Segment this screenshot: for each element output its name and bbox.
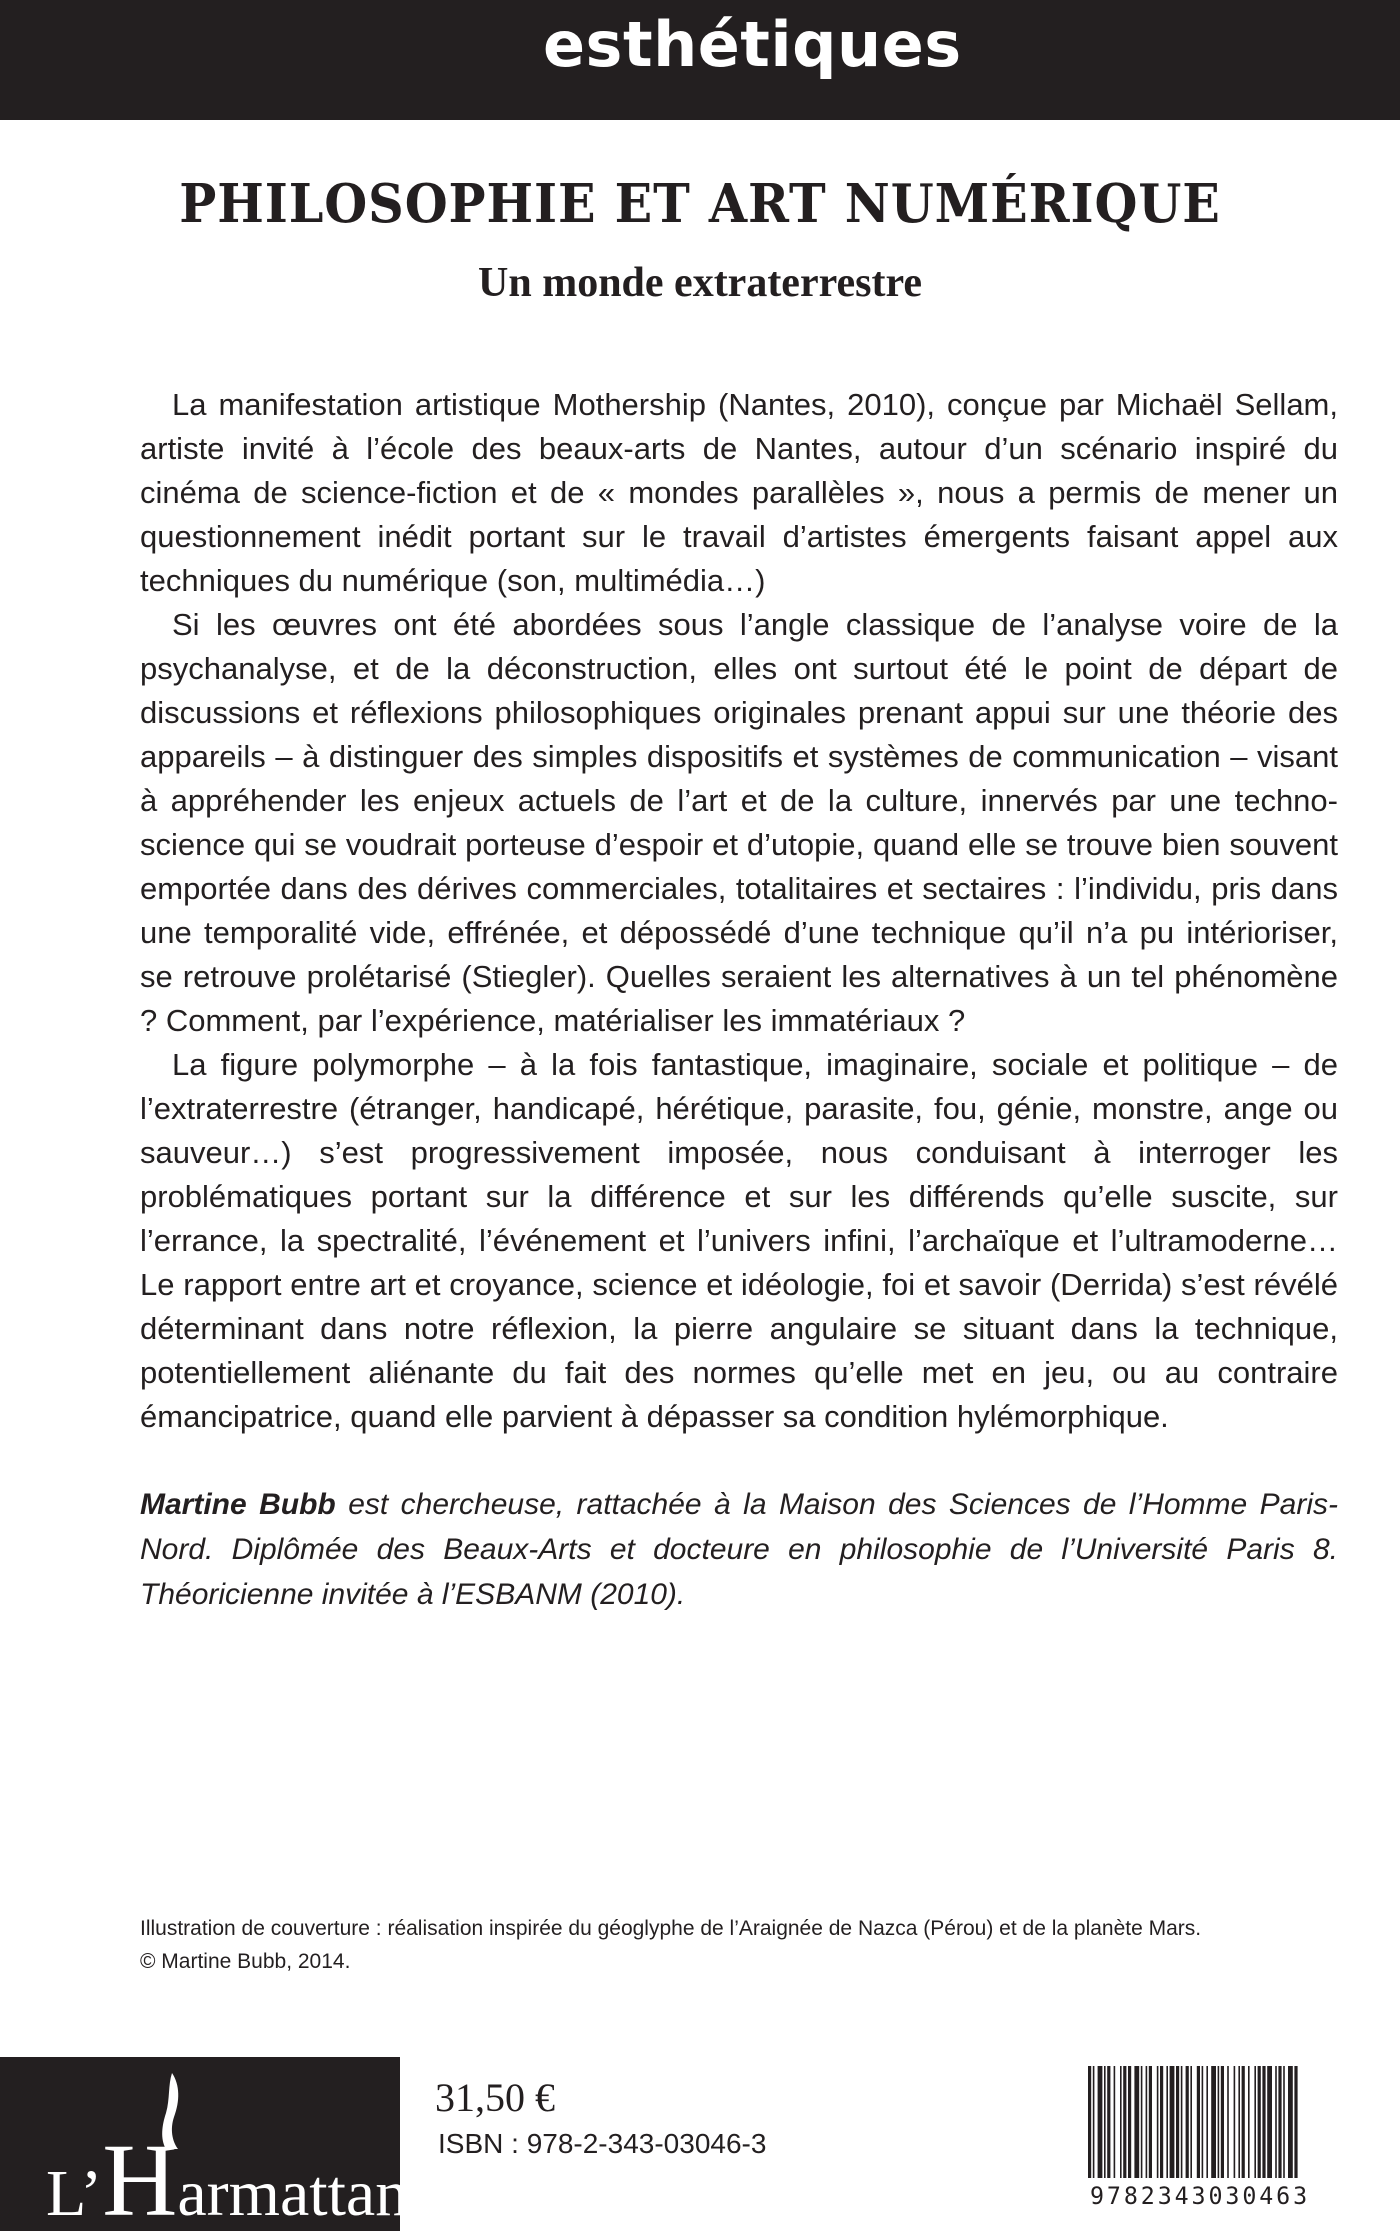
publisher-name-initial: H <box>102 2123 178 2238</box>
publisher-name-prefix: L’ <box>46 2157 103 2230</box>
author-description: est chercheuse, rattachée à la Maison des Sciences de l’Homme Paris-Nord. Diplômée des Beaux-Arts et docteure en philosophie de l’Université Paris 8. Théoricienne invitée à l’ESBANM (2010). <box>140 1488 1338 1611</box>
publisher-logo <box>0 2057 409 2238</box>
cover-credit <box>140 1912 1340 1978</box>
blurb-paragraph: La figure polymorphe – à la fois fantastique, imaginaire, sociale et politique – de l’extraterrestre (étranger, handicapé, hérétique, parasite, fou, génie, monstre, ange ou sauveur…) s’est progressivement imposée, nous conduisant à interroger les problématiques portant sur la différence et sur les différends qu’elle suscite, sur l’errance, la spectralité, l’événement et l’univers infini, l’archaïque et l’ultramoderne… Le rapport entre art et croyance, science et idéologie, foi et savoir (Derrida) s’est révélé déterminant dans notre réflexion, la pierre angulaire se situant dans la technique, potentiellement aliénante du fait des normes qu’elle met en jeu, ou au contraire émancipatrice, quand elle parvient à dépasser sa condition hylémorphique. <box>140 1047 1338 1434</box>
barcode <box>1074 2052 1400 2231</box>
barcode-bars-icon <box>1084 2066 1390 2182</box>
blurb-paragraph: La manifestation artistique Mothership (Nantes, 2010), conçue par Michaël Sellam, artiste invité à l’école des beaux-arts de Nantes, autour d’un scénario inspiré du cinéma de science-fiction et de « mondes parallèles », nous a permis de mener un questionnement inédit portant sur le travail d’artistes émergents faisant appel aux techniques du numérique (son, multimédia…) <box>140 387 1338 598</box>
publisher-name-rest: armattan <box>177 2157 409 2230</box>
author-bio <box>140 1482 1338 1617</box>
blurb-paragraph: Si les œuvres ont été abordées sous l’angle classique de l’analyse voire de la psychanalyse, et de la déconstruction, elles ont surtout été le point de départ de discussions et réflexions philosophiques originales prenant appui sur une théorie des appareils – à distinguer des simples dispositifs et systèmes de communication – visant à appréhender les enjeux actuels de l’art et de la culture, innervés par une techno-science qui se voudrait porteuse d’espoir et d’utopie, quand elle se trouve bien souvent emportée dans des dérives commerciales, totalitaires et sectaires : l’individu, pris dans une temporalité vide, effrénée, et dépossédé d’une technique qu’il n’a pu intérioriser, se retrouve prolétarisé (Stiegler). Quelles seraient les alternatives à un tel phénomène ? Comment, par l’expérience, matérialiser les immatériaux ? <box>140 607 1338 1038</box>
book-title: PHILOSOPHIE ET ART NUMÉRIQUE <box>179 173 1221 235</box>
series-header-band <box>0 0 1400 120</box>
price: 31,50 € <box>435 2075 555 2120</box>
blurb <box>140 383 1338 1439</box>
series-name: esthétiques <box>543 8 962 81</box>
author-name: Martine Bubb <box>140 1488 336 1521</box>
cover-credit-line: Illustration de couverture : réalisation inspirée du géoglyphe de l’Araignée de Nazca (Pérou) et de la planète Mars. <box>140 1917 1202 1940</box>
publisher-name <box>46 2123 409 2238</box>
book-subtitle: Un monde extraterrestre <box>478 260 922 306</box>
barcode-number: 9782343030463 <box>1090 2182 1311 2210</box>
copyright-line: © Martine Bubb, 2014. <box>140 1950 351 1973</box>
isbn: ISBN : 978-2-343-03046-3 <box>438 2128 767 2159</box>
